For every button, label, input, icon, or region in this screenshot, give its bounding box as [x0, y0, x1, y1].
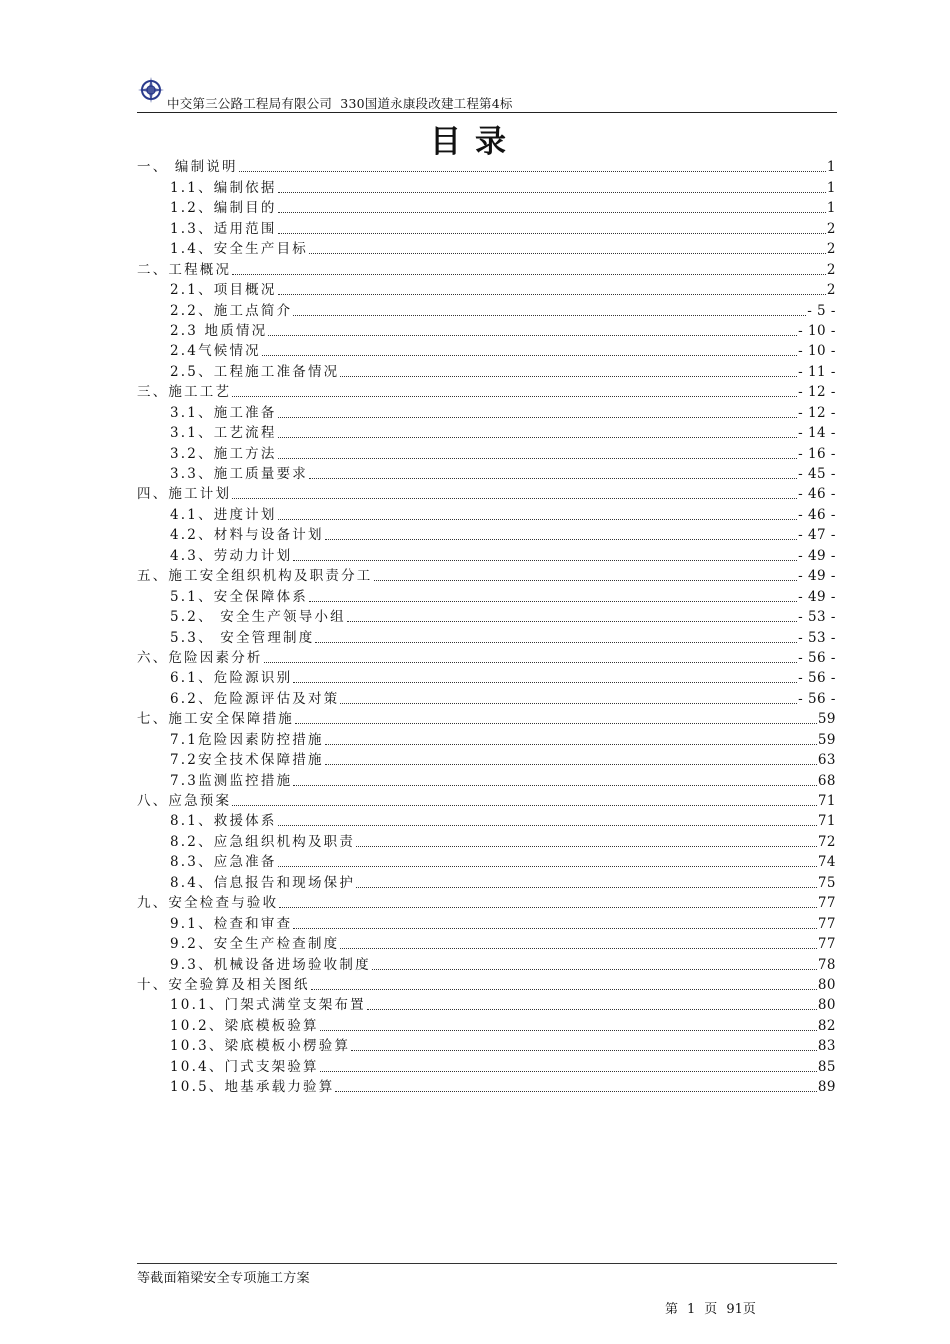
toc-entry-label: 10.3、梁底模板小楞验算: [170, 1038, 351, 1055]
toc-entry-page: 83: [817, 1038, 836, 1055]
footer-page-number: [665, 1298, 765, 1317]
toc-dot-leader: [311, 975, 817, 990]
toc-entry-label: 10.4、门式支架验算: [170, 1058, 319, 1075]
toc-entry-label: 8.3、应急准备: [170, 854, 277, 871]
toc-entry-label: 9.2、安全生产检查制度: [170, 936, 340, 953]
toc-entry-label: 6.2、危险源评估及对策: [170, 690, 340, 707]
toc-entry-label: 8.1、救援体系: [170, 813, 277, 830]
toc-entry[interactable]: [137, 791, 836, 811]
toc-entry-page: - 56 -: [798, 670, 836, 687]
page-title: 目录: [430, 124, 520, 160]
toc-entry-label: 8.2、应急组织机构及职责: [170, 833, 356, 850]
toc-entry[interactable]: [137, 566, 836, 586]
toc-dot-leader: [278, 852, 817, 867]
toc-dot-leader: [309, 464, 797, 479]
toc-entry[interactable]: [137, 770, 836, 790]
toc-entry-page: 2: [826, 220, 836, 237]
toc-entry-page: - 56 -: [798, 649, 836, 666]
toc-entry-label: 7.2安全技术保障措施: [170, 752, 324, 769]
toc-dot-leader: [278, 280, 826, 295]
toc-entry-label: 9.3、机械设备进场验收制度: [170, 956, 371, 973]
header-company: 中交第三公路工程局有限公司: [167, 96, 333, 111]
toc-entry[interactable]: [137, 361, 836, 381]
toc-entry[interactable]: [137, 893, 836, 913]
toc-dot-leader: [325, 730, 817, 745]
toc-entry[interactable]: [137, 157, 836, 177]
toc-entry-page: 1: [826, 179, 836, 196]
toc-entry-page: 1: [826, 159, 836, 176]
toc-entry-label: 10.5、地基承载力验算: [170, 1079, 335, 1096]
toc-dot-leader: [340, 689, 797, 704]
toc-dot-leader: [278, 198, 826, 213]
toc-entry-label: 四、施工计划: [137, 486, 232, 503]
company-logo-icon: [137, 76, 165, 104]
toc-dot-leader: [309, 239, 826, 254]
toc-dot-leader: [278, 423, 798, 438]
toc-entry-page: 78: [817, 956, 836, 973]
toc-dot-leader: [293, 301, 806, 316]
toc-entry[interactable]: [137, 443, 836, 463]
header-text: [167, 94, 513, 112]
toc-entry[interactable]: [137, 831, 836, 851]
toc-entry-page: 71: [817, 813, 836, 830]
toc-entry[interactable]: [137, 750, 836, 770]
toc-entry[interactable]: [137, 198, 836, 218]
toc-dot-leader: [262, 341, 797, 356]
toc-dot-leader: [335, 1077, 816, 1092]
toc-entry-label: 1.4、安全生产目标: [170, 241, 308, 258]
toc-entry-page: - 45 -: [798, 466, 836, 482]
toc-entry[interactable]: [137, 382, 836, 402]
toc-dot-leader: [232, 484, 797, 499]
toc-entry[interactable]: [137, 1015, 836, 1035]
toc-entry-label: 一、 编制说明: [137, 159, 238, 176]
toc-dot-leader: [278, 505, 798, 520]
toc-entry-page: - 12 -: [798, 404, 836, 421]
footer-document-name: 等截面箱梁安全专项施工方案: [137, 1271, 310, 1286]
toc-entry-page: 80: [817, 997, 836, 1014]
toc-entry[interactable]: [137, 627, 836, 647]
toc-dot-leader: [278, 178, 826, 193]
toc-entry-label: 三、施工工艺: [137, 384, 232, 401]
toc-entry-label: 3.3、施工质量要求: [170, 466, 308, 482]
toc-entry-page: 1: [826, 200, 836, 217]
toc-entry[interactable]: [137, 852, 836, 872]
toc-dot-leader: [278, 811, 817, 826]
toc-entry-page: 82: [817, 1017, 836, 1034]
toc-entry-label: 九、安全检查与验收: [137, 895, 279, 912]
toc-entry-label: 3.1、工艺流程: [170, 425, 277, 442]
toc-entry[interactable]: [137, 239, 836, 259]
toc-entry-page: 72: [817, 833, 836, 850]
header-project: 330国道永康段改建工程第4标: [340, 96, 513, 111]
toc-entry-page: - 12 -: [798, 384, 836, 401]
toc-entry-page: - 49 -: [798, 547, 836, 564]
footer-page-label: 第: [665, 1302, 679, 1317]
toc-entry-page: 89: [817, 1079, 836, 1096]
toc-entry[interactable]: [137, 1036, 836, 1056]
toc-dot-leader: [340, 934, 816, 949]
toc-entry-label: 7.3监测监控措施: [170, 772, 293, 789]
toc-entry-page: - 46 -: [798, 486, 836, 503]
toc-dot-leader: [356, 873, 817, 888]
toc-entry-page: 75: [817, 874, 836, 891]
toc-entry-page: - 53 -: [798, 609, 836, 626]
toc-dot-leader: [356, 832, 817, 847]
toc-entry[interactable]: [137, 688, 836, 708]
toc-entry-page: - 10 -: [798, 322, 836, 339]
toc-entry-page: 68: [817, 772, 836, 789]
toc-dot-leader: [293, 668, 797, 683]
toc-dot-leader: [232, 382, 797, 397]
toc-dot-leader: [351, 1036, 817, 1051]
toc-entry-label: 10.1、门架式满堂支架布置: [170, 997, 366, 1014]
toc-entry[interactable]: [137, 341, 836, 361]
toc-entry-label: 十、安全验算及相关图纸: [137, 976, 310, 993]
toc-entry-page: 2: [826, 261, 836, 278]
toc-entry[interactable]: [137, 668, 836, 688]
toc-dot-leader: [268, 321, 797, 336]
toc-entry[interactable]: [137, 545, 836, 565]
toc-entry[interactable]: [137, 259, 836, 279]
toc-entry[interactable]: [137, 729, 836, 749]
footer-total-pages: 91页: [726, 1302, 756, 1317]
toc-entry-label: 9.1、检查和审查: [170, 915, 293, 932]
toc-entry-label: 2.5、工程施工准备情况: [170, 363, 340, 380]
toc-dot-leader: [367, 995, 817, 1010]
toc-dot-leader: [372, 955, 817, 970]
toc-entry[interactable]: [137, 995, 836, 1015]
toc-dot-leader: [293, 546, 797, 561]
toc-dot-leader: [315, 628, 797, 643]
toc-entry-label: 8.4、信息报告和现场保护: [170, 874, 356, 891]
toc-entry[interactable]: [137, 300, 836, 320]
toc-dot-leader: [293, 914, 817, 929]
toc-entry-page: - 5 -: [807, 302, 836, 319]
toc-entry[interactable]: [137, 607, 836, 627]
toc-entry[interactable]: [137, 709, 836, 729]
toc-dot-leader: [239, 157, 826, 172]
toc-dot-leader: [309, 587, 797, 602]
page-header: [137, 76, 837, 113]
toc-entry-page: 77: [817, 936, 836, 953]
toc-entry-page: 2: [826, 241, 836, 258]
toc-entry-page: - 53 -: [798, 629, 836, 646]
toc-dot-leader: [340, 362, 797, 377]
toc-entry-label: 1.2、编制目的: [170, 200, 277, 217]
toc-entry-page: 59: [817, 731, 836, 748]
toc-entry-page: - 49 -: [798, 568, 836, 585]
toc-entry-page: 74: [817, 854, 836, 871]
toc-entry[interactable]: [137, 1077, 836, 1097]
toc-entry[interactable]: [137, 464, 836, 484]
toc-dot-leader: [279, 893, 817, 908]
toc-entry-label: 1.1、编制依据: [170, 179, 277, 196]
toc-entry-page: 63: [817, 752, 836, 769]
toc-dot-leader: [325, 525, 797, 540]
toc-entry-label: 5.1、安全保障体系: [170, 588, 308, 605]
toc-entry-label: 3.1、施工准备: [170, 404, 277, 421]
toc-entry-label: 六、危险因素分析: [137, 649, 263, 666]
toc-entry[interactable]: [137, 484, 836, 504]
toc-dot-leader: [278, 444, 798, 459]
toc-entry-label: 3.2、施工方法: [170, 445, 277, 462]
toc-dot-leader: [374, 566, 798, 581]
toc-entry-page: - 11 -: [798, 363, 836, 380]
toc-entry[interactable]: [137, 913, 836, 933]
toc-dot-leader: [232, 260, 826, 275]
toc-entry[interactable]: [137, 423, 836, 443]
toc-entry-label: 七、施工安全保障措施: [137, 711, 294, 728]
toc-entry[interactable]: [137, 402, 836, 422]
toc-dot-leader: [320, 1057, 817, 1072]
toc-entry-label: 5.3、 安全管理制度: [170, 629, 315, 646]
toc-entry[interactable]: [137, 586, 836, 606]
toc-entry[interactable]: [137, 811, 836, 831]
toc-entry-label: 二、工程概况: [137, 261, 232, 278]
toc-dot-leader: [278, 403, 798, 418]
toc-entry-label: 6.1、危险源识别: [170, 670, 293, 687]
toc-entry[interactable]: [137, 934, 836, 954]
toc-entry-label: 2.4气候情况: [170, 343, 261, 360]
toc-entry-label: 4.2、材料与设备计划: [170, 527, 324, 544]
toc-entry-label: 2.1、项目概况: [170, 282, 277, 299]
toc-entry-label: 五、施工安全组织机构及职责分工: [137, 568, 373, 585]
toc-entry-page: - 47 -: [798, 527, 836, 544]
toc-entry-page: - 56 -: [798, 690, 836, 707]
toc-entry[interactable]: [137, 321, 836, 341]
toc-entry-page: - 46 -: [798, 506, 836, 523]
toc-entry[interactable]: [137, 280, 836, 300]
toc-entry-page: 59: [817, 711, 836, 728]
toc-entry-label: 2.2、施工点简介: [170, 302, 293, 319]
toc-entry[interactable]: [137, 648, 836, 668]
toc-entry[interactable]: [137, 954, 836, 974]
toc-entry[interactable]: [137, 525, 836, 545]
toc-entry-label: 1.3、适用范围: [170, 220, 277, 237]
toc-entry-label: 10.2、梁底模板验算: [170, 1017, 319, 1034]
toc-entry-label: 7.1危险因素防控措施: [170, 731, 324, 748]
toc-entry[interactable]: [137, 1056, 836, 1076]
toc-entry-label: 4.1、进度计划: [170, 506, 277, 523]
toc-dot-leader: [293, 771, 817, 786]
toc-dot-leader: [320, 1016, 817, 1031]
toc-entry-label: 八、应急预案: [137, 793, 232, 809]
toc-entry-label: 4.3、劳动力计划: [170, 547, 293, 564]
toc-entry-page: - 10 -: [798, 343, 836, 360]
toc-dot-leader: [347, 607, 797, 622]
toc-entry-label: 2.3 地质情况: [170, 322, 268, 339]
table-of-contents: [137, 157, 836, 1097]
toc-entry-page: 85: [817, 1058, 836, 1075]
toc-entry-page: - 14 -: [798, 425, 836, 442]
toc-entry-page: - 49 -: [798, 588, 836, 605]
toc-entry-page: 2: [826, 282, 836, 299]
toc-dot-leader: [295, 709, 817, 724]
toc-entry-page: 77: [817, 915, 836, 932]
toc-entry-page: 80: [817, 976, 836, 993]
toc-entry[interactable]: [137, 177, 836, 197]
toc-dot-leader: [325, 750, 817, 765]
toc-entry-page: 71: [817, 793, 836, 809]
toc-dot-leader: [264, 648, 798, 663]
toc-dot-leader: [232, 791, 817, 806]
toc-entry-label: 5.2、 安全生产领导小组: [170, 609, 346, 626]
toc-entry[interactable]: [137, 218, 836, 238]
toc-entry[interactable]: [137, 975, 836, 995]
footer-divider: [137, 1263, 837, 1264]
footer-page-unit: 页: [704, 1302, 718, 1317]
toc-entry-page: 77: [817, 895, 836, 912]
toc-entry[interactable]: [137, 872, 836, 892]
footer-page-num: 1: [687, 1302, 696, 1317]
toc-dot-leader: [278, 219, 826, 234]
toc-entry-page: - 16 -: [798, 445, 836, 462]
toc-entry[interactable]: [137, 504, 836, 524]
